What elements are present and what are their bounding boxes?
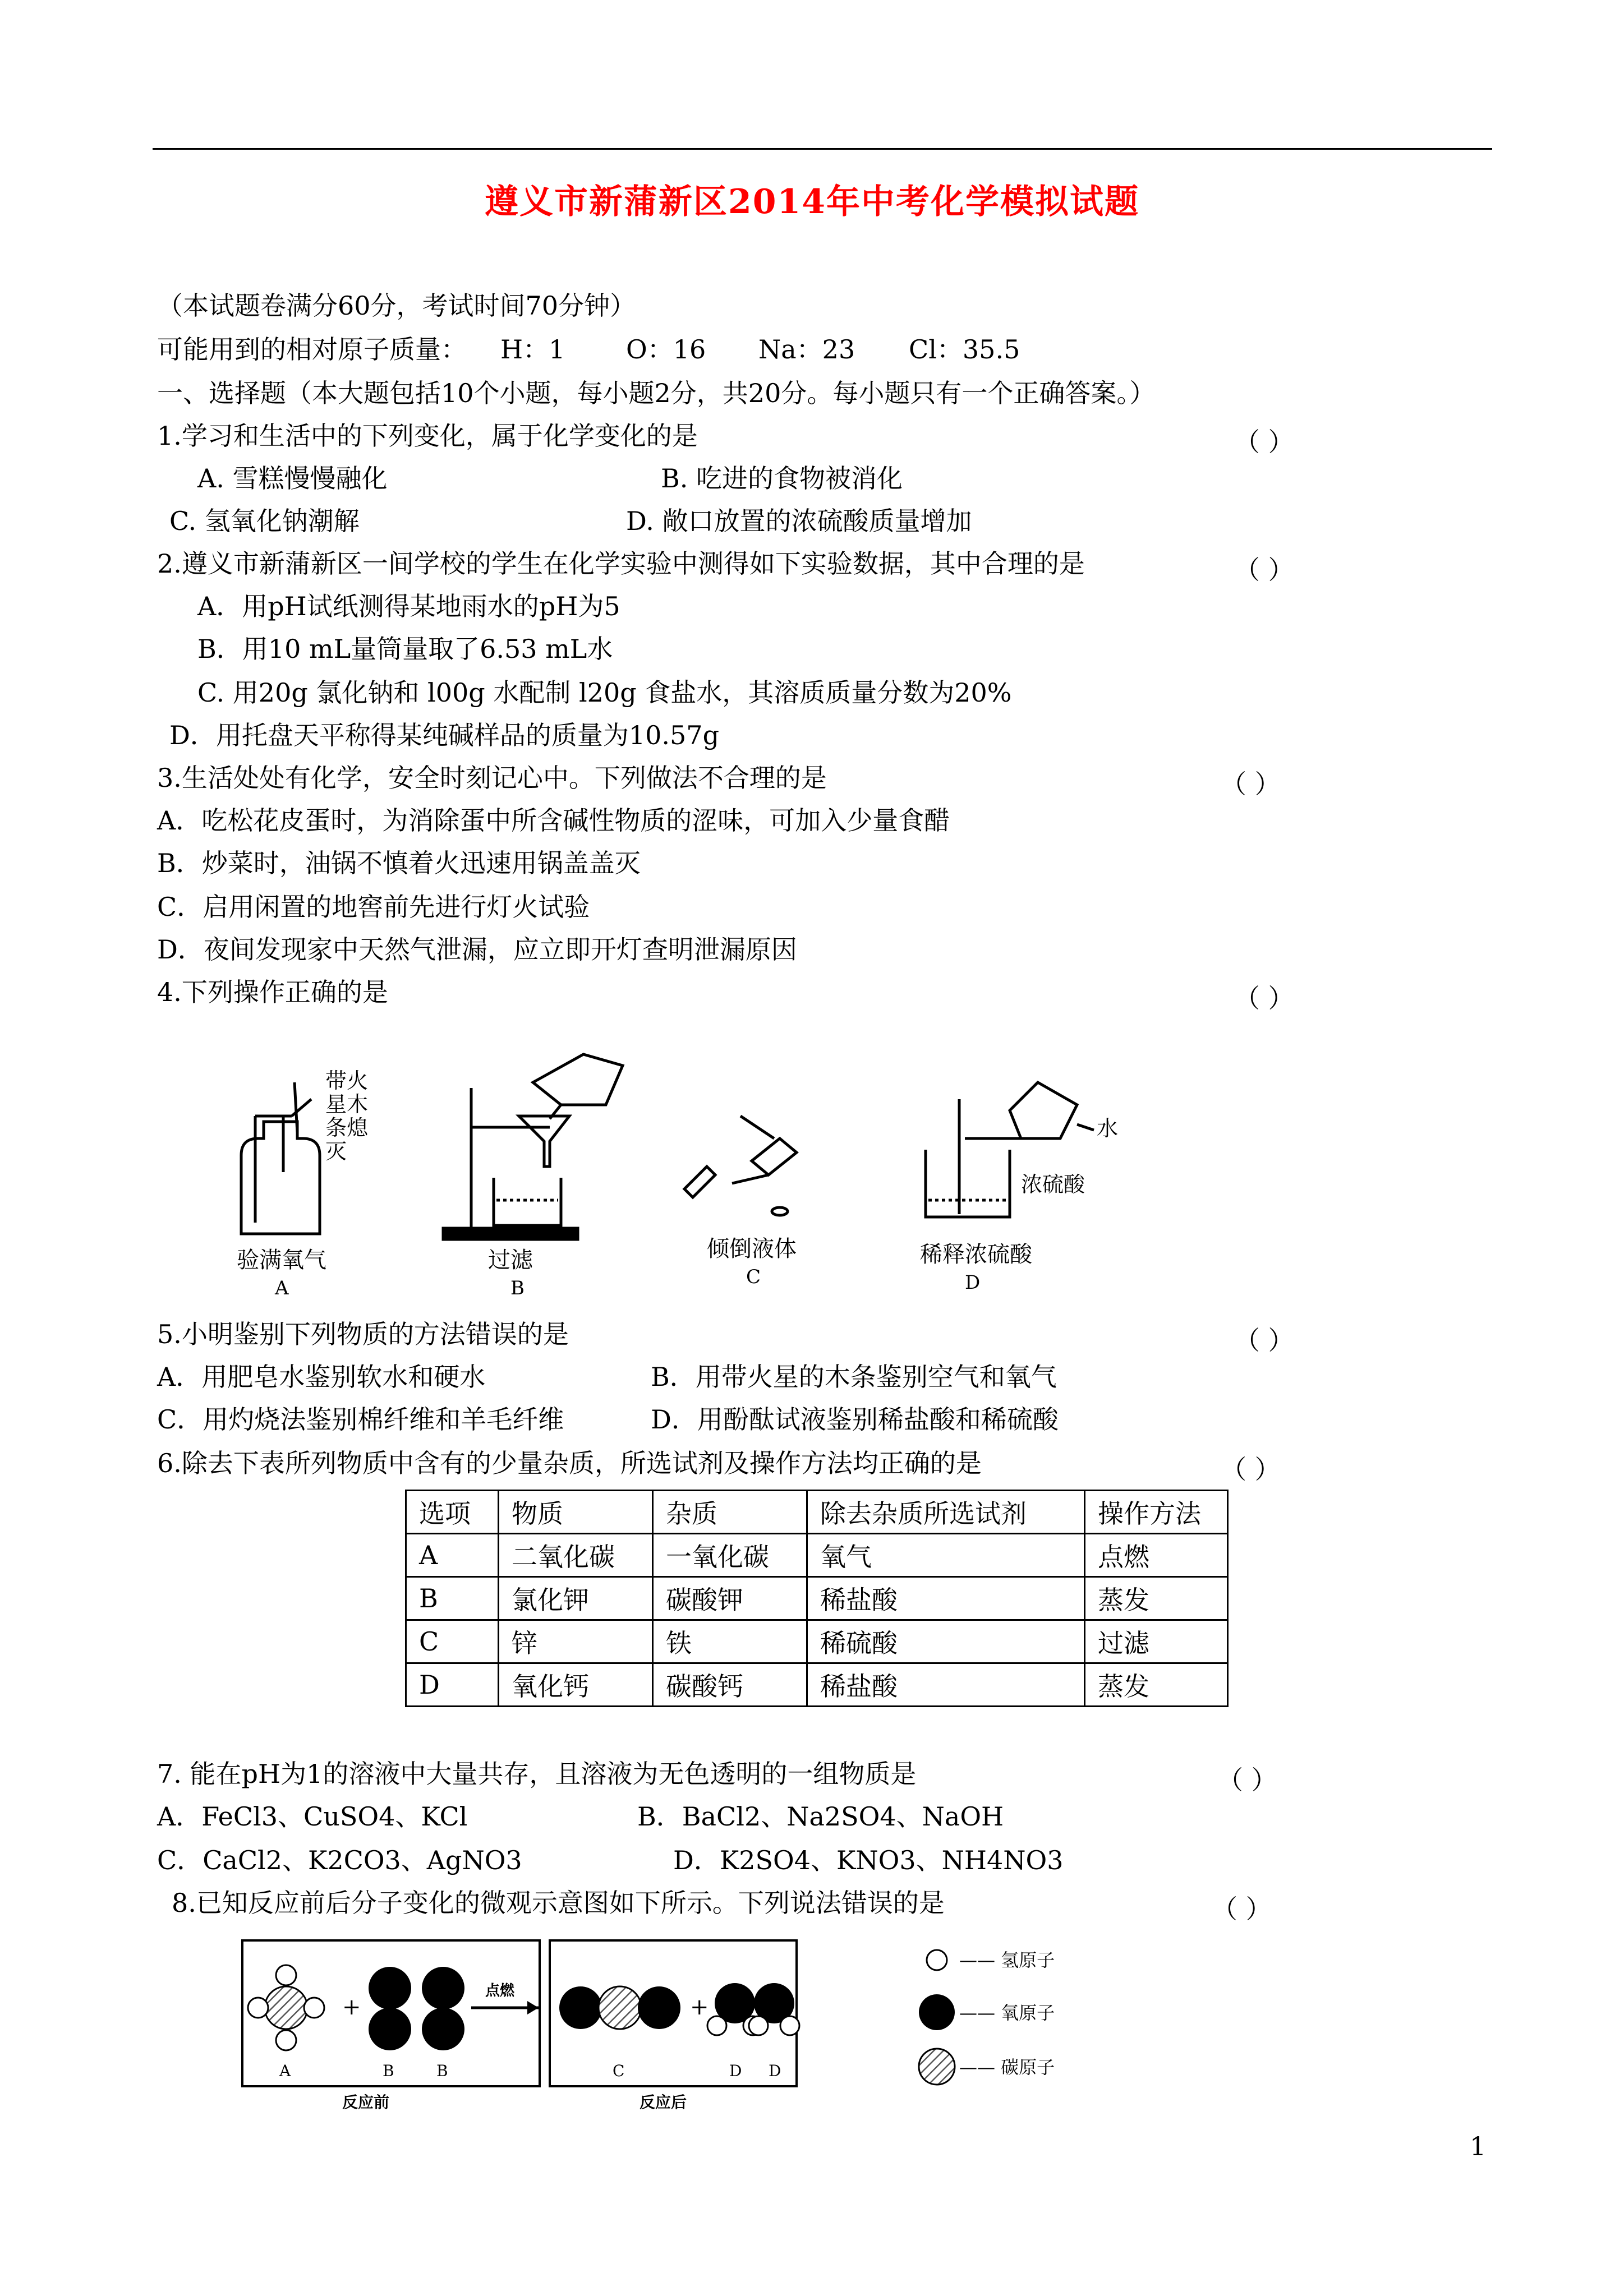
- page-title: 遵义市新蒲新区2014年中考化学模拟试题: [485, 182, 1139, 222]
- legend-carbon: —— 碳原子: [959, 2057, 1055, 2078]
- section1-header: 一、选择题（本大题包括10个小题，每小题2分，共20分。每小题只有一个正确答案。）: [157, 378, 1156, 408]
- q3-option-d: D．夜间发现家中天然气泄漏，应立即开灯查明泄漏原因: [157, 934, 797, 965]
- after-label: 反应后: [640, 2093, 687, 2111]
- q1-stem: 1.学习和生活中的下列变化，属于化学变化的是: [157, 421, 698, 451]
- carbon-atom-icon: [919, 2049, 955, 2085]
- table-cell: 碳酸钾: [653, 1577, 807, 1620]
- table-header-cell: 物质: [499, 1491, 653, 1534]
- q1-option-d: D. 敞口放置的浓硫酸质量增加: [626, 506, 972, 536]
- diluting-acid-icon: [926, 1082, 1094, 1217]
- table-cell: 稀硫酸: [807, 1620, 1085, 1663]
- table-cell: A: [406, 1534, 499, 1577]
- q3-option-a: A．吃松花皮蛋时，为消除蛋中所含碱性物质的涩味，可加入少量食醋: [157, 805, 950, 836]
- q4-figure: [213, 1032, 1178, 1301]
- q6-stem: 6.除去下表所列物质中含有的少量杂质，所选试剂及操作方法均正确的是: [157, 1448, 982, 1478]
- table-row: [406, 1620, 1228, 1663]
- q2-answer-paren: （ ）: [1234, 555, 1294, 585]
- carbon-dioxide-molecule-icon: [559, 1986, 680, 2029]
- table-cell: 氧气: [807, 1534, 1085, 1577]
- hydrogen-atom-icon: [927, 1950, 947, 1970]
- fig-a-caption: 验满氧气: [237, 1247, 326, 1273]
- q1-option-b: B. 吃进的食物被消化: [661, 463, 903, 494]
- water-molecule-icon: [749, 1983, 799, 2035]
- q7-option-a: A．FeCl3、CuSO4、KCl: [157, 1801, 468, 1832]
- table-header-row: [406, 1491, 1228, 1534]
- before-label: 反应前: [342, 2093, 390, 2111]
- q5-stem: 5.小明鉴别下列物质的方法错误的是: [157, 1319, 569, 1349]
- table-cell: 蒸发: [1085, 1577, 1228, 1620]
- q7-option-b: B．BaCl2、Na2SO4、NaOH: [637, 1801, 1004, 1832]
- table-cell: 稀盐酸: [807, 1577, 1085, 1620]
- q4-answer-paren: （ ）: [1234, 983, 1294, 1013]
- page-number: 1: [1470, 2131, 1487, 2161]
- plus-sign-after: +: [690, 1994, 709, 2020]
- label-b2: B: [436, 2062, 448, 2080]
- table-cell: 稀盐酸: [807, 1663, 1085, 1707]
- plus-sign-before: +: [342, 1994, 361, 2020]
- table-row: [406, 1663, 1228, 1707]
- q2-stem: 2.遵义市新蒲新区一间学校的学生在化学实验中测得如下实验数据，其中合理的是: [157, 548, 1085, 579]
- fig-d-acid-label: 浓硫酸: [1021, 1172, 1085, 1197]
- q2-option-d: D．用托盘天平称得某纯碱样品的质量为10.57g: [169, 720, 720, 750]
- q8-stem: 8.已知反应前后分子变化的微观示意图如下所示。下列说法错误的是: [172, 1888, 945, 1918]
- fig-a-side-1: 带火: [325, 1068, 369, 1093]
- atomic-mass-o: O：16: [626, 334, 706, 365]
- atomic-mass-na: Na：23: [758, 334, 855, 365]
- top-rule: [153, 148, 1492, 150]
- fig-d-letter: D: [965, 1271, 981, 1294]
- q2-option-b: B．用10 mL量筒量取了6.53 mL水: [197, 634, 613, 664]
- oxygen-check-apparatus-icon: [241, 1082, 320, 1234]
- oxygen-molecule-icon: [369, 1967, 411, 2050]
- table-row: [406, 1534, 1228, 1577]
- atomic-mass-label: 可能用到的相对原子质量：: [157, 334, 467, 365]
- table-cell: D: [406, 1663, 499, 1707]
- fig-d-caption: 稀释浓硫酸: [920, 1242, 1032, 1267]
- table-cell: 碳酸钙: [653, 1663, 807, 1707]
- table-cell: 二氧化碳: [499, 1534, 653, 1577]
- q5-option-a: A．用肥皂水鉴别软水和硬水: [157, 1362, 486, 1392]
- fig-a-side-3: 条熄: [325, 1115, 369, 1140]
- methane-molecule-icon: [248, 1965, 324, 2050]
- fig-c-letter: C: [746, 1266, 761, 1288]
- label-d1: D: [729, 2062, 742, 2080]
- q5-option-b: B．用带火星的木条鉴别空气和氧气: [651, 1362, 1057, 1392]
- q2-option-a: A．用pH试纸测得某地雨水的pH为5: [197, 591, 620, 621]
- fig-b-caption: 过滤: [488, 1247, 533, 1273]
- q8-reaction-diagram: [236, 1929, 1189, 2131]
- label-b1: B: [383, 2062, 394, 2080]
- fig-a-side-2: 星木: [325, 1092, 369, 1117]
- table-cell: 氧化钙: [499, 1663, 653, 1707]
- legend-hydrogen: —— 氢原子: [959, 1949, 1055, 1971]
- table-header-cell: 除去杂质所选试剂: [807, 1491, 1085, 1534]
- q7-answer-paren: （ ）: [1217, 1765, 1277, 1795]
- fig-a-side-4: 灭: [325, 1139, 347, 1164]
- table-header-cell: 操作方法: [1085, 1491, 1228, 1534]
- table-cell: 一氧化碳: [653, 1534, 807, 1577]
- oxygen-atom-icon: [919, 1994, 955, 2030]
- label-a: A: [279, 2062, 291, 2080]
- q1-option-a: A. 雪糕慢慢融化: [197, 463, 388, 494]
- q7-stem: 7. 能在pH为1的溶液中大量共存，且溶液为无色透明的一组物质是: [157, 1759, 917, 1789]
- q5-answer-paren: （ ）: [1234, 1325, 1294, 1356]
- q7-option-d: D．K2SO4、KNO3、NH4NO3: [673, 1845, 1064, 1875]
- q5-option-d: D．用酚酞试液鉴别稀盐酸和稀硫酸: [651, 1404, 1059, 1435]
- q2-option-c: C. 用20g 氯化钠和 l00g 水配制 l20g 食盐水，其溶质质量分数为20%: [197, 677, 1012, 708]
- table-cell: 蒸发: [1085, 1663, 1228, 1707]
- fig-d-water-label: 水: [1097, 1116, 1119, 1141]
- q3-answer-paren: （ ）: [1221, 769, 1281, 799]
- table-header-cell: 杂质: [653, 1491, 807, 1534]
- q7-option-c: C．CaCl2、K2CO3、AgNO3: [157, 1845, 522, 1875]
- table-cell: C: [406, 1620, 499, 1663]
- q6-table: [405, 1490, 1229, 1707]
- q1-answer-paren: （ ）: [1234, 427, 1294, 457]
- legend-oxygen: —— 氧原子: [959, 2002, 1055, 2023]
- pouring-liquid-icon: [684, 1116, 797, 1215]
- arrow-label: 点燃: [485, 1983, 515, 1999]
- oxygen-molecule-icon: [422, 1967, 464, 2050]
- fig-a-letter: A: [275, 1277, 289, 1299]
- q6-answer-paren: （ ）: [1221, 1454, 1281, 1484]
- table-cell: 氯化钾: [499, 1577, 653, 1620]
- q3-option-b: B．炒菜时，油锅不慎着火迅速用锅盖盖灭: [157, 848, 641, 878]
- table-header-cell: 选项: [406, 1491, 499, 1534]
- table-row: [406, 1577, 1228, 1620]
- q4-stem: 4.下列操作正确的是: [157, 977, 388, 1007]
- q3-option-c: C．启用闲置的地窖前先进行灯火试验: [157, 892, 590, 922]
- table-cell: 铁: [653, 1620, 807, 1663]
- table-cell: 锌: [499, 1620, 653, 1663]
- table-cell: 点燃: [1085, 1534, 1228, 1577]
- fig-c-caption: 倾倒液体: [707, 1236, 797, 1262]
- table-cell: 过滤: [1085, 1620, 1228, 1663]
- q5-option-c: C．用灼烧法鉴别棉纤维和羊毛纤维: [157, 1404, 564, 1435]
- q3-stem: 3.生活处处有化学，安全时刻记心中。下列做法不合理的是: [157, 763, 827, 793]
- atomic-mass-cl: Cl：35.5: [909, 334, 1020, 365]
- fig-b-letter: B: [510, 1277, 525, 1299]
- atomic-mass-h: H：1: [500, 334, 565, 365]
- table-cell: B: [406, 1577, 499, 1620]
- q1-option-c: C. 氢氧化钠潮解: [169, 506, 360, 536]
- arrow-head-icon: [527, 2001, 539, 2014]
- q8-answer-paren: （ ）: [1212, 1894, 1272, 1924]
- score-time-note: （本试题卷满分60分，考试时间70分钟）: [157, 291, 636, 321]
- label-d2: D: [769, 2062, 781, 2080]
- label-c: C: [613, 2062, 625, 2080]
- filtration-apparatus-icon: [443, 1054, 623, 1239]
